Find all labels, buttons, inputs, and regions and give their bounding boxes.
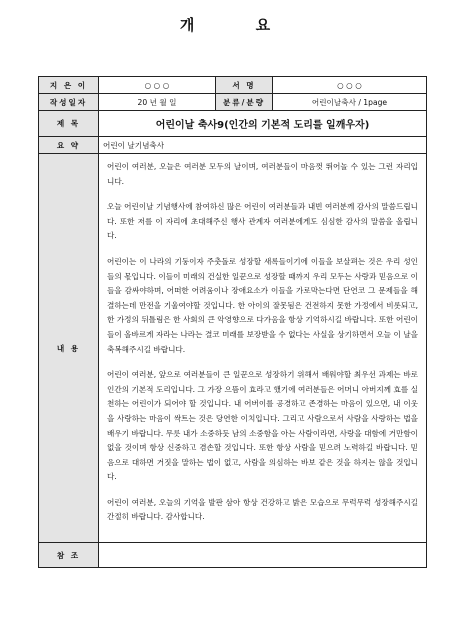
summary-label: 요 약 bbox=[39, 137, 99, 154]
reviewer-value: ○ ○ ○ bbox=[273, 77, 427, 94]
reviewer-label: 서 명 bbox=[216, 77, 273, 94]
reference-label: 참 조 bbox=[39, 543, 99, 568]
date-value: 20 년 월 일 bbox=[99, 94, 216, 111]
content-label: 내 용 bbox=[39, 154, 99, 543]
content-body bbox=[99, 154, 427, 543]
document-title: 개 요 bbox=[179, 16, 299, 34]
content-paragraph: 어린이는 이 나라의 기둥이자 주춧돌로 성장할 새록들이기에 이들을 보살펴는 것은 우리 성인들의 몫입니다. 이들이 미래의 건실한 일꾼으로 성장할 때까지 우리 모두는 사랑과 믿음으로 이들을 감싸야하며, 어떠한 어려움이나 장애요소가 이들을 가로막는다면 단연코 그 문제들을 해결하는데 만전을 기울여야할 것입니다. 한 아이의 잘못됨은 건전하지 못한 가정에서 비롯되고, 한 가정의 뒤틀림은 한 사회의 큰 악영향으로 다가옴을 항상 기억하시길 바랍니다. 또한 어린이들이 올바르게 자라는 나라는 결코 미래를 보장받을 수 없다는 사실을 상기하면서 오늘 이 날을 축복해주시길 바랍니다. bbox=[107, 256, 418, 354]
reference-value bbox=[99, 543, 427, 568]
date-label: 작성일자 bbox=[39, 94, 99, 111]
author-value: ○ ○ ○ bbox=[99, 77, 216, 94]
content-paragraph: 어린이 여러분, 오늘의 기억을 발판 삼아 항상 건강하고 밝은 모습으로 무럭무럭 성장해주시길 간절히 바랍니다. 감사합니다. bbox=[107, 497, 418, 522]
author-label: 지 은 이 bbox=[39, 77, 99, 94]
subject-label: 제 목 bbox=[39, 111, 99, 137]
content-paragraph: 오늘 어린이날 기념행사에 참여하신 많은 어린이 여러분들과 내빈 여러분께 감사의 말씀드립니다. 또한 저를 이 자리에 초대해주신 행사 관계자 여러분에게도 심심한 감사의 말씀을 올립니다. bbox=[107, 202, 418, 241]
overview-form bbox=[38, 76, 427, 568]
summary-value: 어린이 날기념축사 bbox=[99, 137, 427, 154]
category-value: 어린이날축사 / 1page bbox=[273, 94, 427, 111]
content-paragraph: 어린이 여러분, 앞으로 여러분들이 큰 일꾼으로 성장하기 위해서 배워야할 최우선 과제는 바로 인간의 기본적 도리입니다. 그 가장 으뜸이 효라고 했기에 여러분들은 어머니 아버지께 효를 실천하는 어린이가 되어야 할 것입니다. 내 어버이를 공경하고 존경하는 마음이 있으면, 내 이웃을 사랑하는 마음이 싹트는 것은 당연한 이치입니다. 그리고 사람으로서 사람을 사랑하는 법을 배우기 바랍니다. 무릇 내가 소중하듯 남의 소중함을 아는 사람이라면, 사랑을 대함에 거만함이 없을 것이며 항상 신중하고 겸손할 것입니다. 또한 항상 사람을 믿으려 노력하길 바랍니다. 믿음으로 대하면 거짓을 말하는 법이 없고, 사람을 의심하는 바보 같은 것을 하지는 않을 것입니다. bbox=[107, 370, 418, 482]
subject-value: 어린이날 축사9(인간의 기본적 도리를 일깨우자) bbox=[99, 111, 427, 137]
category-label: 분류/분량 bbox=[216, 94, 273, 111]
content-paragraph: 어린이 여러분, 오늘은 여러분 모두의 날이며, 여러분들이 마음껏 뛰어놀 수 있는 그런 자리입니다. bbox=[107, 162, 418, 186]
